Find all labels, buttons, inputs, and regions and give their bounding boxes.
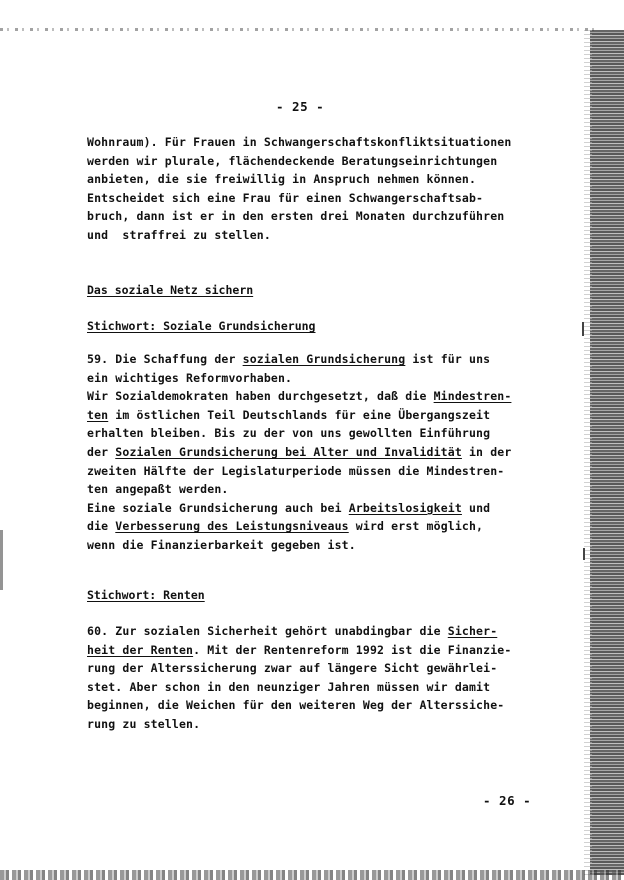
underlined-term: Mindestren- (433, 389, 512, 404)
section-heading: Das soziale Netz sichern (87, 283, 254, 297)
text-line: rung zu stellen. (87, 716, 201, 731)
scan-top-edge (0, 0, 624, 32)
top-page-number: - 25 - (276, 99, 325, 114)
scan-tick-mark (582, 322, 584, 336)
text-line: der Sozialen Grundsicherung bei Alter und Invalidität in der (87, 444, 512, 459)
scan-right-edge (590, 30, 624, 875)
text-line: stet. Aber schon in den neunziger Jahren müssen wir damit (87, 679, 491, 694)
underlined-term: Sozialen Grundsicherung bei Alter und Invalidität (115, 444, 462, 459)
underlined-term: sozialen Grundsicherung (242, 352, 406, 366)
text-line: ten im östlichen Teil Deutschlands für eine Übergangszeit (87, 407, 491, 422)
underlined-term: ten (87, 407, 109, 422)
text-line: werden wir plurale, flächendeckende Beratungseinrichtungen (87, 153, 498, 168)
text-line: zweiten Hälfte der Legislaturperiode müssen die Mindestren- (87, 463, 505, 478)
intro-paragraph (87, 133, 527, 245)
text-line: beginnen, die Weichen für den weiteren Weg der Alterssiche- (87, 698, 505, 713)
scan-bottom-edge (0, 870, 624, 880)
text-line: und straffrei zu stellen. (87, 227, 271, 242)
text-line: Eine soziale Grundsicherung auch bei Arbeitslosigkeit und (87, 500, 491, 515)
text-line: heit der Renten. Mit der Rentenreform 1992 ist die Finanzie- (87, 642, 512, 657)
bottom-page-number: - 26 - (483, 793, 532, 808)
text-line: anbieten, die sie freiwillig in Anspruch nehmen können. (87, 172, 477, 187)
paragraph-59 (87, 350, 527, 555)
keyword-heading-renten: Stichwort: Renten (87, 588, 205, 602)
text-line: bruch, dann ist er in den ersten drei Monaten durchzuführen (87, 209, 505, 224)
text-line: ein wichtiges Reformvorhaben. (87, 370, 293, 385)
text-line: erhalten bleiben. Bis zu der von uns gewollten Einführung (87, 426, 491, 441)
text-line: 59. Die Schaffung der sozialen Grundsicherung ist für uns (87, 352, 491, 366)
text-line: ten angepaßt werden. (87, 482, 229, 497)
underlined-term: Verbesserung des Leistungsniveaus (115, 519, 349, 534)
scan-tick-mark (583, 548, 585, 560)
text-line: die Verbesserung des Leistungsniveaus wird erst möglich, (87, 519, 484, 534)
underlined-term: heit der Renten (87, 642, 194, 657)
paragraph-60 (87, 622, 527, 734)
text-line: 60. Zur sozialen Sicherheit gehört unabdingbar die Sicher- (87, 624, 498, 638)
text-line: Entscheidet sich eine Frau für einen Schwangerschaftsab- (87, 190, 484, 205)
underlined-term: Arbeitslosigkeit (348, 500, 462, 515)
keyword-heading-grundsicherung: Stichwort: Soziale Grundsicherung (87, 319, 316, 333)
text-line: rung der Alterssicherung zwar auf längere Sicht gewährlei- (87, 661, 498, 676)
underlined-term: Sicher- (447, 624, 498, 638)
text-line: Wir Sozialdemokraten haben durchgesetzt, daß die Mindestren- (87, 389, 512, 404)
scan-left-mark (0, 530, 3, 590)
text-line: Wohnraum). Für Frauen in Schwangerschaftskonfliktsituationen (87, 135, 512, 149)
text-line: wenn die Finanzierbarkeit gegeben ist. (87, 537, 356, 552)
